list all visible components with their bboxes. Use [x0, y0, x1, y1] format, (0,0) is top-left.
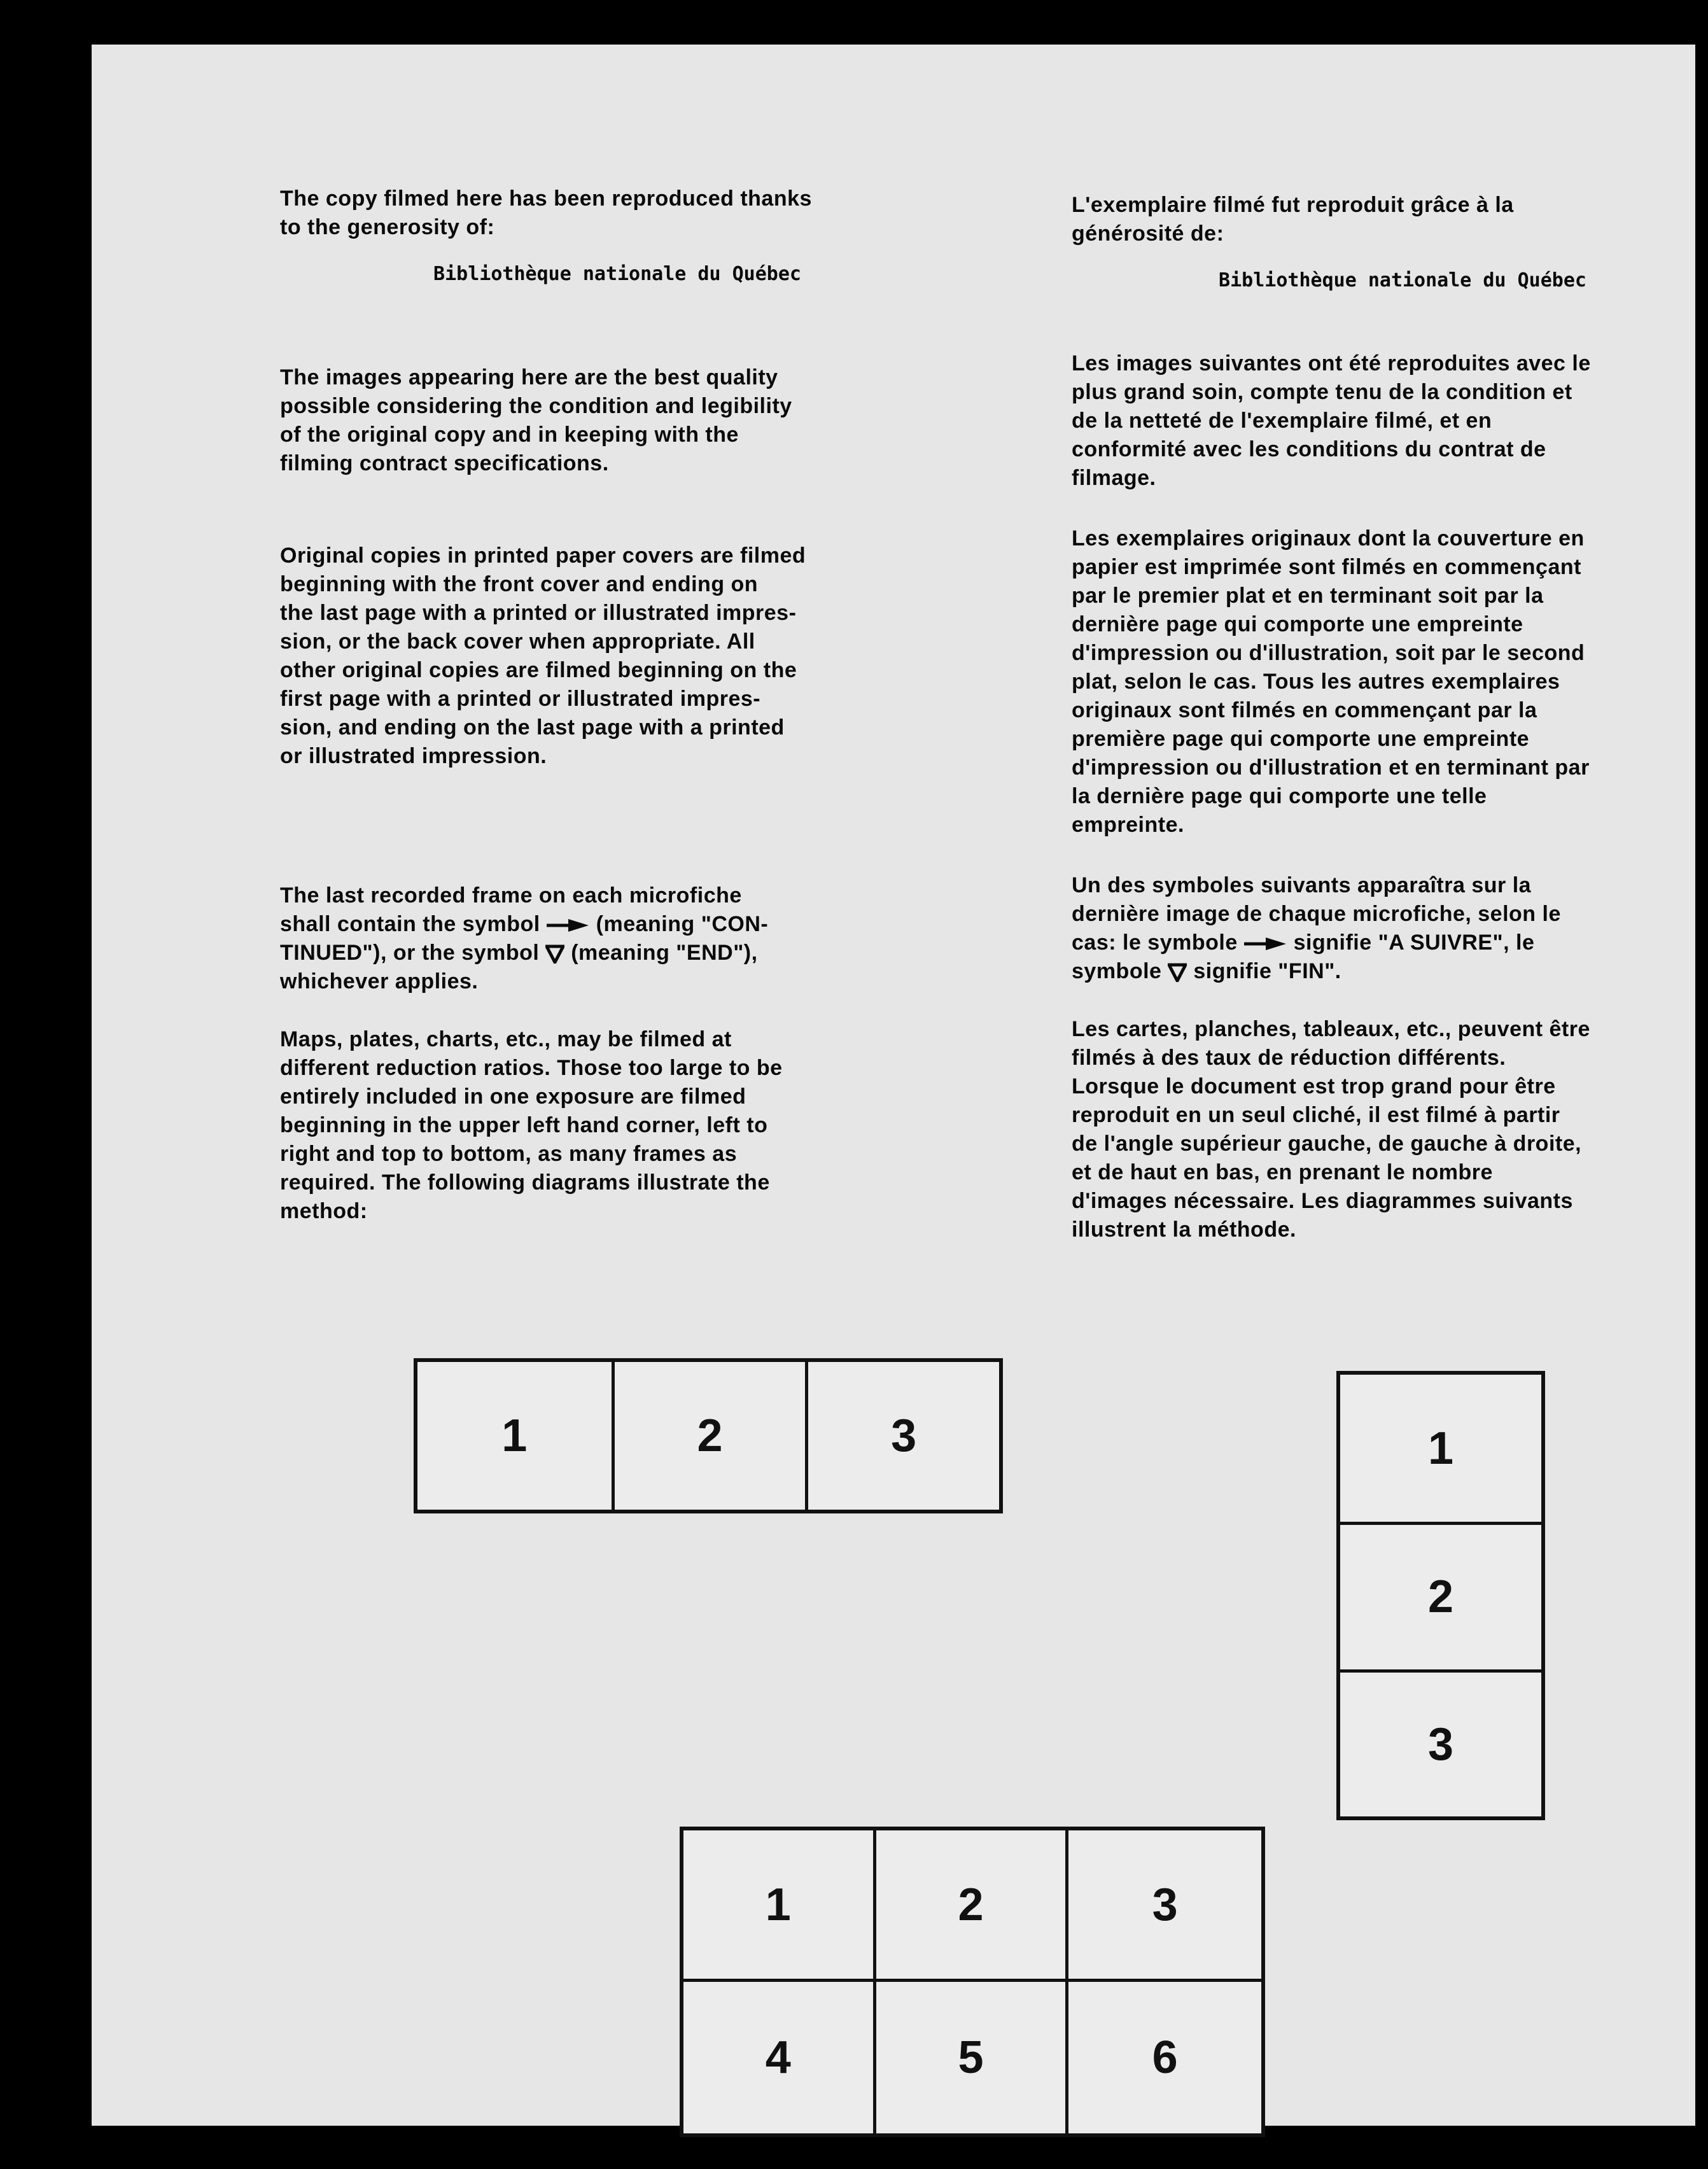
arrow-right-icon — [1244, 936, 1287, 951]
frame-cell: 2 — [876, 1830, 1069, 1982]
frame-cell: 3 — [805, 1362, 999, 1510]
symbol-text-part-2: signifie "A SUIVRE", le symbole — [1072, 930, 1535, 983]
frame-cell: 3 — [1340, 1669, 1541, 1816]
symbol-text-part-3: signifie "FIN". — [1187, 959, 1341, 983]
library-credit: Bibliothèque nationale du Québec — [1219, 269, 1586, 291]
document-page — [92, 45, 1695, 2126]
frame-cell: 1 — [501, 1410, 528, 1461]
frame-cell: 4 — [683, 1982, 876, 2133]
intro-text: The copy filmed here has been reproduced thanks to the generosity of: — [280, 186, 812, 239]
original-copies-paragraph: Original copies in printed paper covers are filmed beginning with the front cover and ending on the last page with a printed or illustrated impres- sion, or the back cover when appropriate. All other original copies are filmed beginning on the first page with a printed or illustrated impres- sion, and ending on the last page with a printed or illustrated impression. — [280, 544, 806, 768]
symbol-paragraph — [1072, 871, 1708, 986]
french-column — [1072, 191, 1708, 1244]
symbol-text-part-3: (meaning "END"), whichever applies. — [280, 941, 758, 993]
frame-cell: 6 — [1152, 2032, 1178, 2083]
diagram-three-vertical — [1336, 1371, 1545, 1820]
maps-paragraph: Maps, plates, charts, etc., may be filmed at different reduction ratios. Those too large to be entirely included in one exposure are filmed beginning in the upper left hand corner, left to right and top to bottom, as many frames as required. The following diagrams illustrate the method: — [280, 1027, 783, 1223]
symbol-text-part-1: Un des symboles suivants apparaîtra sur la dernière image de chaque microfiche, selon le cas: le symbole — [1072, 873, 1561, 955]
triangle-down-icon — [545, 944, 564, 964]
triangle-down-icon — [1168, 963, 1187, 982]
frame-cell: 1 — [1427, 1422, 1454, 1474]
original-copies-paragraph: Les exemplaires originaux dont la couverture en papier est imprimée sont filmés en commençant par le premier plat et en terminant soit par la dernière page qui comporte une empreinte d'impression ou d'illustration, soit par le second plat, selon le cas. Tous les autres exemplaires originaux sont filmés en commençant par la première page qui comporte une empreinte d'impression ou d'illustration et en terminant par la dernière page qui comporte une telle empreinte. — [1072, 526, 1590, 837]
frame-cell: 3 — [1068, 1830, 1261, 1982]
frame-cell: 5 — [876, 1982, 1069, 2133]
quality-paragraph: The images appearing here are the best quality possible considering the condition and legibility of the original copy and in keeping with the filming contract specifications. — [280, 365, 792, 475]
quality-paragraph: Les images suivantes ont été reproduites avec le plus grand soin, compte tenu de la condition et de la netteté de l'exemplaire filmé, et en conformité avec les conditions du contrat de filmage. — [1072, 351, 1591, 490]
english-column — [280, 185, 955, 1226]
frame-cell: 2 — [1340, 1522, 1541, 1669]
symbol-text-part-2: (meaning "CON- TINUED"), or the symbol — [280, 912, 769, 965]
maps-paragraph: Les cartes, planches, tableaux, etc., peuvent être filmés à des taux de réduction différents. Lorsque le document est trop grand pour être reproduit en un seul cliché, il est filmé à partir de l'angle supérieur gauche, de gauche à droite, et de haut en bas, en prenant le nombre d'images nécessaire. Les diagrammes suivants illustrent la méthode. — [1072, 1017, 1590, 1242]
frame-cell: 1 — [683, 1830, 876, 1982]
library-credit: Bibliothèque nationale du Québec — [433, 263, 801, 285]
arrow-right-icon — [547, 918, 590, 933]
frame-cell: 2 — [612, 1362, 806, 1510]
symbol-text-part-1: The last recorded frame on each microfiche shall contain the symbol — [280, 883, 742, 936]
intro-text: L'exemplaire filmé fut reproduit grâce à la générosité de: — [1072, 193, 1514, 246]
symbol-paragraph — [280, 881, 955, 996]
diagram-three-horizontal — [414, 1358, 1003, 1513]
diagram-six-grid — [680, 1827, 1265, 2137]
